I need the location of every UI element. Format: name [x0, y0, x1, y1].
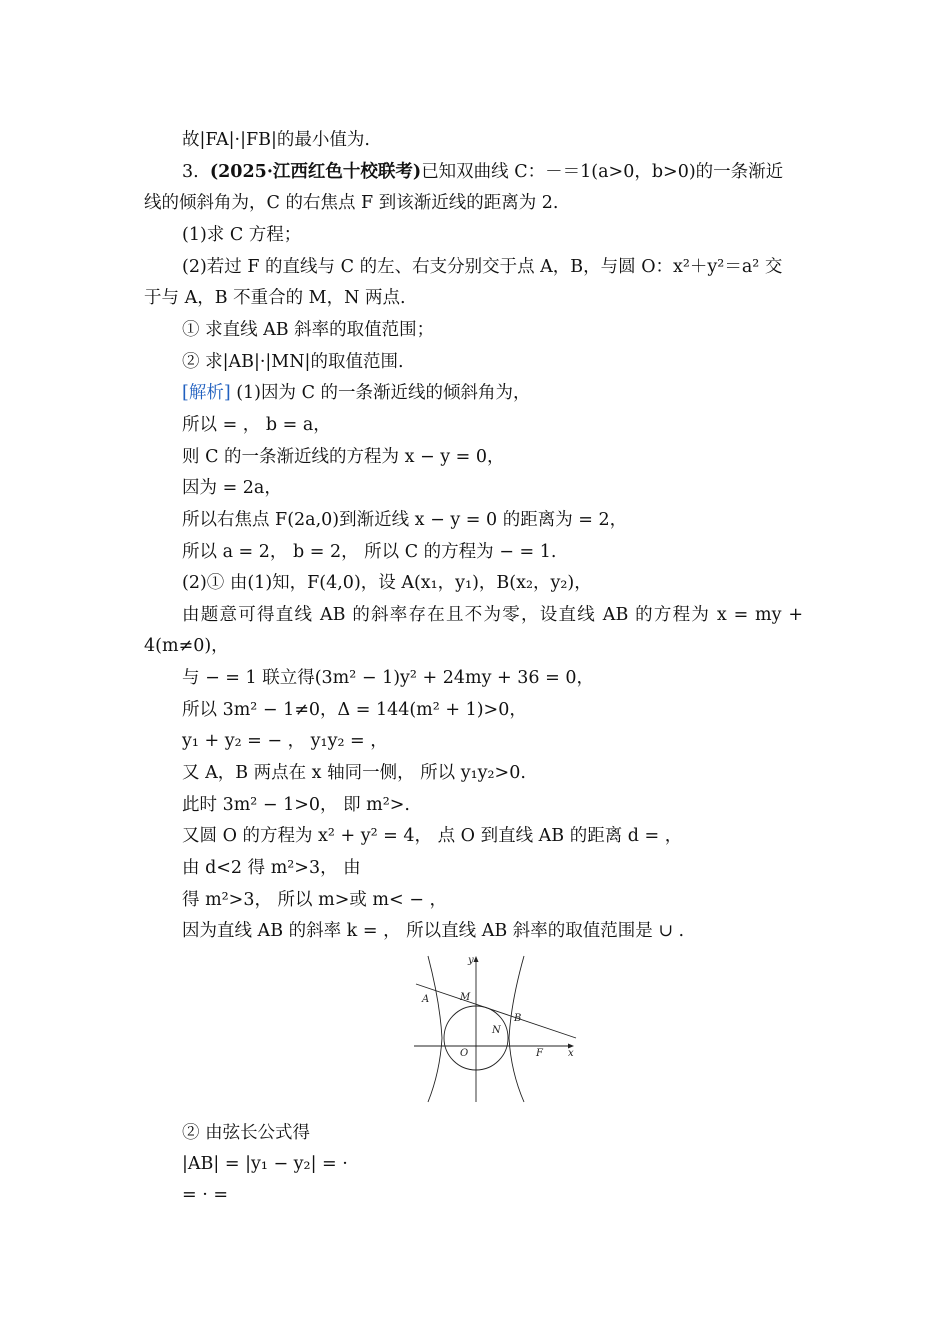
text-line-4: (1)求 C 方程； [182, 225, 302, 245]
hyperbola-right-branch [509, 956, 524, 1102]
label-f: F [536, 1048, 543, 1059]
label-b: B [514, 1013, 522, 1024]
text-line-22: 此时 3m² − 1>0， 即 m²>. [182, 795, 410, 815]
problem-3-line-1-rest: 已知双曲线 C：－＝1(a>0，b>0)的一条渐近 [421, 162, 784, 182]
text-line-18: 与 − = 1 联立得(3m² − 1)y² + 24my + 36 = 0， [182, 668, 594, 688]
text-line-20: y₁ + y₂ = − ， y₁y₂ = ， [182, 731, 388, 751]
y-axis-arrow [474, 956, 479, 962]
text-line-6: 于与 A，B 不重合的 M，N 两点. [144, 288, 406, 308]
text-line-11: 则 C 的一条渐近线的方程为 x − y = 0， [182, 447, 505, 467]
hyperbola-left-branch [428, 956, 442, 1102]
text-line-10: 所以 = ， b = a， [182, 415, 331, 435]
text-line-21: 又 A，B 两点在 x 轴同一侧， 所以 y₁y₂>0. [182, 763, 526, 783]
problem-number: 3. [182, 162, 210, 182]
text-line-29: = · = [182, 1185, 229, 1205]
label-a: A [422, 994, 430, 1005]
text-line-25: 得 m²>3， 所以 m>或 m< − ， [182, 890, 447, 910]
text-line-26: 因为直线 AB 的斜率 k = ， 所以直线 AB 斜率的取值范围是 ∪ . [182, 921, 685, 941]
text-line-19: 所以 3m² − 1≠0，Δ = 144(m² + 1)>0， [182, 700, 527, 720]
label-n: N [492, 1025, 501, 1036]
text-line-17: 4(m≠0)， [144, 636, 229, 656]
label-y: y [468, 955, 474, 966]
label-o: O [460, 1048, 469, 1059]
text-line-28: |AB| = |y₁ − y₂| = · [182, 1154, 348, 1174]
text-line-16: 由题意可得直线 AB 的斜率存在且不为零，设直线 AB 的方程为 x = my + [182, 605, 803, 625]
label-m: M [460, 992, 471, 1003]
analysis-tag: [解析] [182, 383, 231, 403]
text-line-14: 所以 a = 2， b = 2， 所以 C 的方程为 − = 1. [182, 542, 557, 562]
analysis-line [182, 381, 531, 405]
text-line-1: 故|FA|·|FB|的最小值为. [182, 130, 370, 150]
text-line-12: 因为 = 2a， [182, 478, 282, 498]
text-line-7: ① 求直线 AB 斜率的取值范围； [182, 320, 435, 340]
text-line-15: (2)① 由(1)知，F(4,0)，设 A(x₁，y₁)，B(x₂，y₂)， [182, 573, 592, 593]
text-line-3: 线的倾斜角为，C 的右焦点 F 到该渐近线的距离为 2. [144, 193, 559, 213]
text-line-8: ② 求|AB|·|MN|的取值范围. [182, 352, 404, 372]
source-tag: (2025·江西红色十校联考) [209, 162, 422, 182]
text-line-13: 所以右焦点 F(2a,0)到渐近线 x − y = 0 的距离为 = 2， [182, 510, 628, 530]
text-line-5: (2)若过 F 的直线与 C 的左、右支分别交于点 A，B，与圆 O：x²＋y²＝a² 交 [182, 257, 783, 277]
analysis-text: (1)因为 C 的一条渐近线的倾斜角为， [230, 383, 531, 403]
problem-3-line-1 [182, 160, 783, 184]
text-line-24: 由 d<2 得 m²>3， 由 [182, 858, 361, 878]
label-x: x [568, 1048, 574, 1059]
text-line-23: 又圆 O 的方程为 x² + y² = 4， 点 O 到直线 AB 的距离 d = ， [182, 826, 683, 846]
text-line-27: ② 由弦长公式得 [182, 1123, 311, 1143]
hyperbola-circle-figure [410, 952, 582, 1104]
